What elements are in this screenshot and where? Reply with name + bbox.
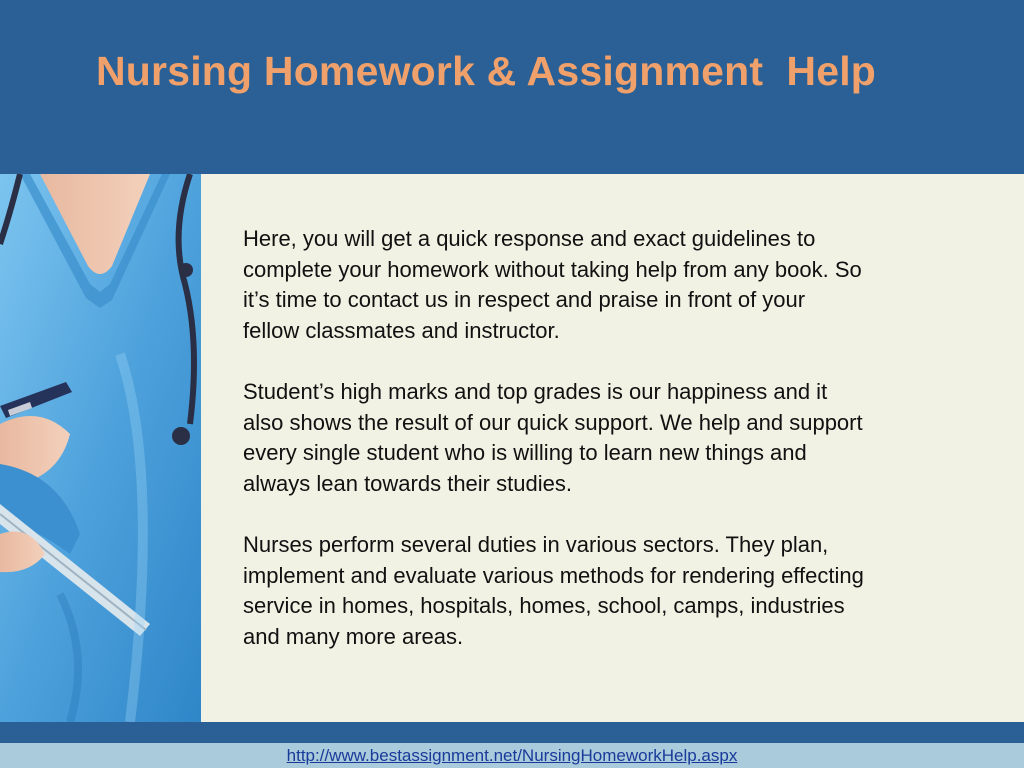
body-text (243, 224, 983, 683)
paragraph-3: Nurses perform several duties in various sectors. They plan, implement and evaluate various methods for rendering effecting service in homes, hospitals, homes, school, camps, industries and many more areas. (243, 532, 864, 649)
slide-title: Nursing Homework & Assignment Help (96, 48, 877, 94)
paragraph-1: Here, you will get a quick response and exact guidelines to complete your homework without taking help from any book. So it’s time to contact us in respect and praise in front of your fellow classmates and instructor. (243, 226, 862, 343)
header-band (0, 0, 1024, 174)
footer-link[interactable]: http://www.bestassignment.net/NursingHomeworkHelp.aspx (286, 746, 738, 765)
nurse-illustration (0, 174, 201, 722)
footer-link-strip (0, 743, 1024, 768)
footer-band (0, 722, 1024, 743)
nurse-photo (0, 174, 201, 722)
paragraph-2: Student’s high marks and top grades is our happiness and it also shows the result of our quick support. We help and support every single student who is willing to learn new things and always lean towards their studies. (243, 379, 863, 496)
